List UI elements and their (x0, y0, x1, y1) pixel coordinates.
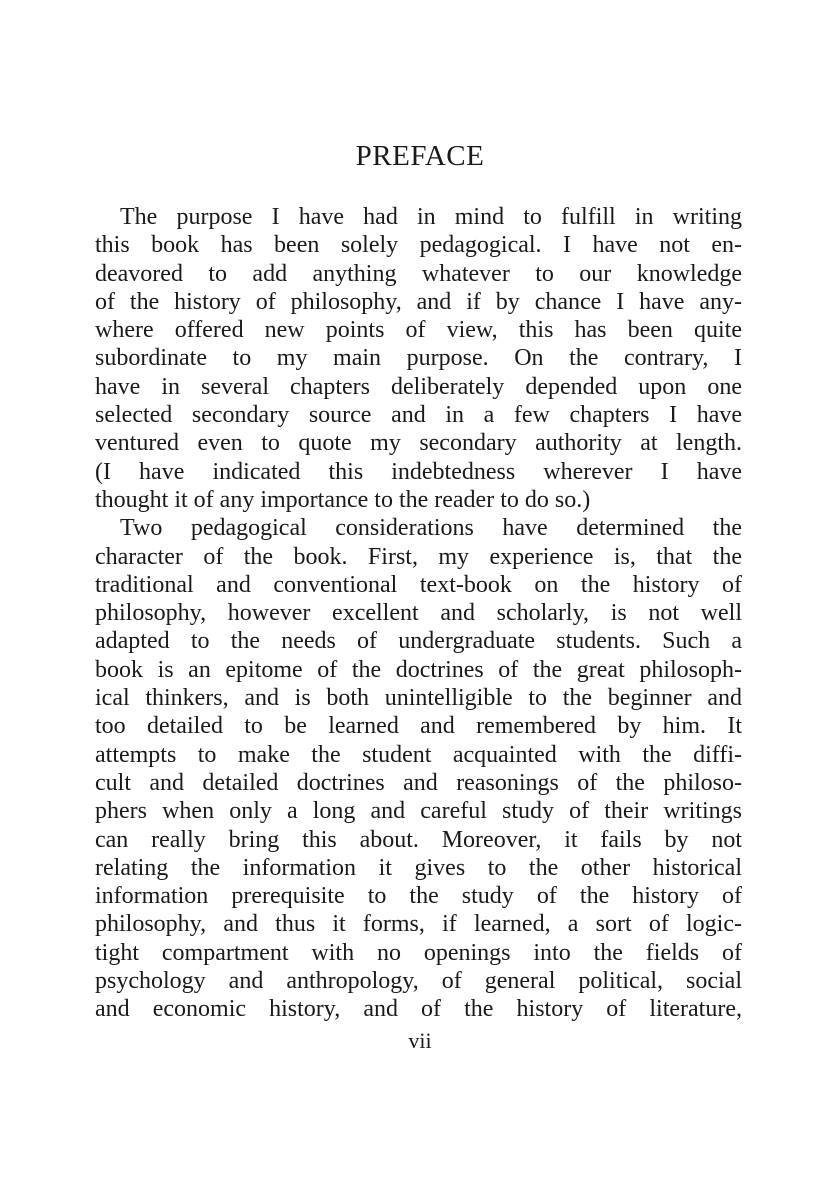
text-line: can really bring this about. Moreover, it fails by not (95, 826, 742, 853)
text-line: and economic history, and of the history of literature, (95, 996, 742, 1023)
text-line: ventured even to quote my secondary authority at length. (95, 430, 742, 457)
text-line: (I have indicated this indebtedness wherever I have (95, 458, 742, 485)
text-line: information prerequisite to the study of the history of (95, 883, 742, 910)
text-line: cult and detailed doctrines and reasonings of the philoso- (95, 769, 742, 796)
paragraph-2 (95, 514, 742, 1023)
text-line: relating the information it gives to the other historical (95, 854, 742, 881)
text-line: philosophy, and thus it forms, if learned, a sort of logic- (95, 911, 742, 938)
text-line: phers when only a long and careful study of their writings (95, 798, 742, 825)
paragraph-1 (95, 203, 742, 514)
text-line: The purpose I have had in mind to fulfill in writing (120, 204, 742, 230)
text-line: subordinate to my main purpose. On the contrary, I (95, 345, 742, 372)
text-line: have in several chapters deliberately depended upon one (95, 373, 742, 400)
preface-body (95, 203, 742, 1024)
text-line: of the history of philosophy, and if by chance I have any- (95, 288, 742, 315)
text-line: this book has been solely pedagogical. I have not en- (95, 232, 742, 259)
text-line: tight compartment with no openings into the fields of (95, 939, 742, 966)
text-line: attempts to make the student acquainted with the diffi- (95, 741, 742, 768)
text-line: selected secondary source and in a few chapters I have (95, 402, 742, 429)
text-line: character of the book. First, my experience is, that the (95, 543, 742, 570)
page-number: vii (408, 1028, 432, 1053)
text-line: Two pedagogical considerations have determined the (120, 515, 742, 542)
text-line: traditional and conventional text-book on the history of (95, 571, 742, 598)
text-line: adapted to the needs of undergraduate students. Such a (95, 628, 742, 655)
text-line: thought it of any importance to the reader to do so.) (95, 486, 591, 513)
text-line: ical thinkers, and is both unintelligible to the beginner and (95, 685, 742, 712)
text-line: too detailed to be learned and remembered by him. It (95, 713, 742, 740)
page-title: PREFACE (355, 140, 485, 172)
text-line: book is an epitome of the doctrines of the great philosoph- (95, 656, 742, 683)
text-line: philosophy, however excellent and scholarly, is not well (95, 600, 742, 627)
text-line: psychology and anthropology, of general political, social (95, 968, 742, 995)
text-line: deavored to add anything whatever to our knowledge (95, 260, 742, 287)
text-line: where offered new points of view, this has been quite (95, 317, 742, 344)
